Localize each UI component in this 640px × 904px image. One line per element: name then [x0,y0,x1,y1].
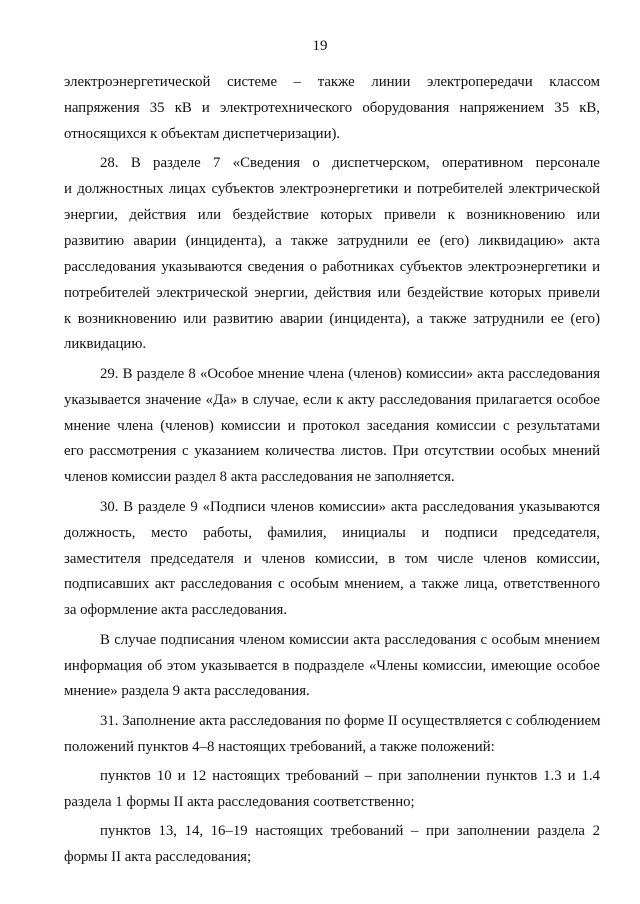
text-line: раздела 1 формы II акта расследования соответственно; [64,794,415,811]
text-line: энергии, действия или бездействие которых привели к возникновению или [64,206,600,223]
text-line: потребителей электрической энергии, действия или бездействие которых привели [64,284,600,301]
text-line: ликвидацию. [64,336,147,353]
text-line: развитию аварии (инцидента), а также затруднили ее (его) ликвидацию» акта [64,232,600,249]
text-line: и должностных лицах субъектов электроэнергетики и потребителей электрической [64,181,600,198]
text-line: 28. В разделе 7 «Сведения о диспетчерском, оперативном персонале [100,155,600,172]
text-line: мнение» раздела 9 акта расследования. [64,683,310,700]
text-line: мнение члена (членов) комиссии и протокол заседания комиссии с результатами [64,417,600,434]
text-line: указывается значение «Да» в случае, если к акту расследования прилагается особое [64,391,600,408]
text-line: электроэнергетической системе – также линии электропередачи классом [64,74,600,90]
document-text [64,70,600,871]
text-line: положений пунктов 4–8 настоящих требований, а также положений: [64,738,495,755]
text-line: подписавших акт расследования с особым мнением, а также лица, ответственного [64,576,600,593]
text-line: членов комиссии раздел 8 акта расследования не заполняется. [64,469,455,486]
text-line: к возникновению или развитию аварии (инцидента), а также затруднили ее (его) [64,310,600,327]
text-line: заместителя председателя и членов комиссии, в том числе членов комиссии, [64,550,600,567]
text-line: должность, место работы, фамилия, инициалы и подписи председателя, [64,524,600,541]
page-number: 19 [312,38,328,54]
text-line: 31. Заполнение акта расследования по форме II осуществляется с соблюдением [100,712,601,729]
text-line: его рассмотрения с указанием количества листов. При отсутствии особых мнений [64,443,600,460]
text-line: расследования указываются сведения о работниках субъектов электроэнергетики и [64,258,600,275]
text-line: 30. В разделе 9 «Подписи членов комиссии» акта расследования указываются [100,498,600,515]
text-line: за оформление акта расследования. [64,602,288,619]
text-line: относящихся к объектам диспетчеризации). [64,125,341,142]
text-line: В случае подписания членом комиссии акта расследования с особым мнением [100,631,600,648]
text-line: формы II акта расследования; [64,849,252,866]
text-line: 29. В разделе 8 «Особое мнение члена (членов) комиссии» акта расследования [100,365,600,382]
text-line: напряжения 35 кВ и электротехнического оборудования напряжением 35 кВ, [64,99,600,116]
text-line: пунктов 10 и 12 настоящих требований – при заполнении пунктов 1.3 и 1.4 [100,768,600,785]
text-line: пунктов 13, 14, 16–19 настоящих требований – при заполнении раздела 2 [100,823,600,840]
text-line: информация об этом указывается в подразделе «Члены комиссии, имеющие особое [64,657,600,674]
